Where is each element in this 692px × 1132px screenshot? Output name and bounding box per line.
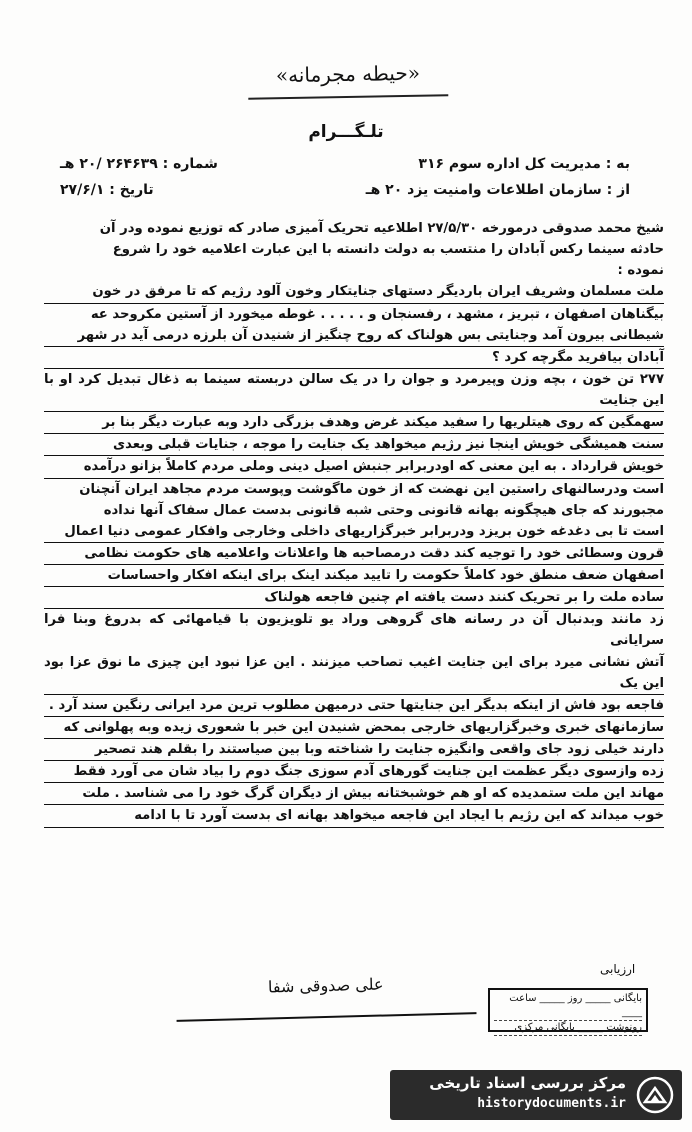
body-line-underlined: دارند خیلی زود جای واقعی وانگیزه جنایت را شناخته وبا بین صیاستند را بقلم هند تصحیر: [44, 739, 664, 761]
body-line-underlined: اصفهان ضعف منطق خود کاملاً حکومت را تایید میکند اینک برای اینکه افکار واحساسات: [44, 565, 664, 587]
sender-label: از : سازمان اطلاعات وامنیت یزد ۲۰ هـ: [365, 182, 630, 198]
document-body: [44, 218, 664, 828]
body-line-underlined: مهاند این ملت ستمدیده که او هم خوشبختانه بیش از دیگران گرگ خود را می شناسد . ملت: [44, 783, 664, 805]
body-line: است ودرسالنهای راستین این نهضت که از خون ماگوشت وپوست مردم مجاهد ایران آنچنان: [79, 481, 664, 497]
watermark-banner: [390, 1070, 682, 1120]
meta-row-to: [60, 156, 650, 180]
body-line-underlined: است تا بی دغدغه خون بریزد ودربرابر خبرگزاریهای داخلی وخارجی وافکار عمومی دنیا اعمال: [44, 521, 664, 543]
recipient-label: به : مدیریت کل اداره سوم ۳۱۶: [418, 156, 630, 172]
body-line-underlined: ساده ملت را بر تحریک کنند دست یافته ام چنین فاجعه هولناک: [44, 587, 664, 609]
meta-row-from: [60, 182, 650, 206]
body-line: نموده :: [617, 263, 664, 279]
watermark-title: مرکز بررسی اسناد تاریخی: [429, 1074, 626, 1092]
body-line-underlined: قرون وسطائی خود را توجیه کند دقت درمصاحبه ها واعلانات واعلامیه های حکومت نظامی: [44, 543, 664, 565]
body-line-underlined: سهمگین که روی هیتلریها را سفید میکند غرض وهدف بزرگی دارد وبه عبارت دیگر بنا بر: [44, 412, 664, 434]
stamp-line: بایگانی _____ روز _____ ساعت ____: [494, 992, 642, 1021]
body-line-underlined: سنت همیشگی خویش اینجا نیز رژیم میخواهد یک جنایت را موجه ، جنایات قبلی وبعدی: [44, 434, 664, 456]
body-line-underlined: ۲۷۷ تن خون ، بچه وزن وپیرمرد و جوان را در یک سالن دربسته سینما به ذغال تبدیل کرد او با این جنایت: [44, 369, 664, 412]
archive-stamp: [488, 988, 648, 1032]
body-line-underlined: آتش نشانی میرد برای این جنایت اغیب تصاحب میزنند . این عزا نبود این چیزی ما نوق عزا بود این یک: [44, 652, 664, 695]
body-line-underlined: فاجعه بود فاش از اینکه بدیگر این جنایتها حتی درمیهن مطلوب ترین مرد ایرانی رنگین سند آرد .: [44, 695, 664, 717]
body-line: شیخ محمد صدوقی درمورخه ۲۷/۵/۳۰ اطلاعیه تحریک آمیزی صادر که توزیع نموده ودر آن: [99, 221, 664, 236]
body-line: مجبورند که جای هیچگونه بهانه قانونی وحتی شبه قانونی بدست عمال سفاک آنها نداده: [103, 502, 664, 518]
body-line-underlined: سازمانهای خبری وخبرگزاریهای خارجی بمحض شنیدن این خبر با شعوری زیده وبه پهلوانی که: [44, 717, 664, 739]
corner-annotation: ارزیابی: [600, 962, 636, 976]
body-line-underlined: خوب میداند که این رژیم با ایجاد این فاجعه میخواهد بهانه ای بدست آورد تا با ادامه: [44, 805, 664, 827]
document-title: تلـگـــرام: [308, 122, 384, 142]
body-line: زد مانند وبدنبال آن در رسانه های گروهی وراد یو تلویزیون با قیامهائی که بدروغ وبنا فرا سرایانی: [44, 612, 664, 649]
body-line-underlined: ملت مسلمان وشریف ایران باردیگر دستهای جنایتکار وخون آلود رژیم که تا مرفق در خون: [44, 281, 664, 303]
body-line: حادثه سینما رکس آبادان را منتسب به دولت دانسته با این عبارت اعلامیه خود را شروع: [112, 242, 664, 258]
body-line-underlined: خویش قرارداد . به این معنی که اودربرابر جنبش اصیل دینی وملی مردم کاملاً بزانو درآمده: [44, 456, 664, 478]
body-line-underlined: آبادان بیافرید مگرچه کرد ؟: [44, 347, 664, 369]
classification-header: «حیطه مجرمانه»: [248, 60, 449, 99]
body-line-underlined: شیطانی بیرون آمد وجنایتی بس هولناک که روح چنگیز از شنیدن آن بلرزه درمی آید در شهر: [44, 325, 664, 347]
book-logo-icon: [636, 1076, 674, 1114]
watermark-url: historydocuments.ir: [477, 1096, 626, 1111]
body-line-underlined: زده وازسوی دیگر عظمت این جنایت گورهای آدم سوزی جنگ دوم را بیاد شان می آورد فقط: [44, 761, 664, 783]
document-date: تاریخ : ۲۷/۶/۱: [60, 182, 154, 198]
signature: علی صدوقی شفا: [176, 972, 477, 1022]
stamp-line: رونوشت _____ بایگانی مرکزی: [494, 1021, 642, 1036]
document-number: شماره : ۲۶۴۶۳۹ /۲۰ هـ: [60, 156, 218, 172]
body-line: بیگناهان اصفهان ، تبریز ، مشهد ، رفسنجان و . . . . . غوطه میخورد از آستین مکروحد عه: [90, 306, 664, 322]
